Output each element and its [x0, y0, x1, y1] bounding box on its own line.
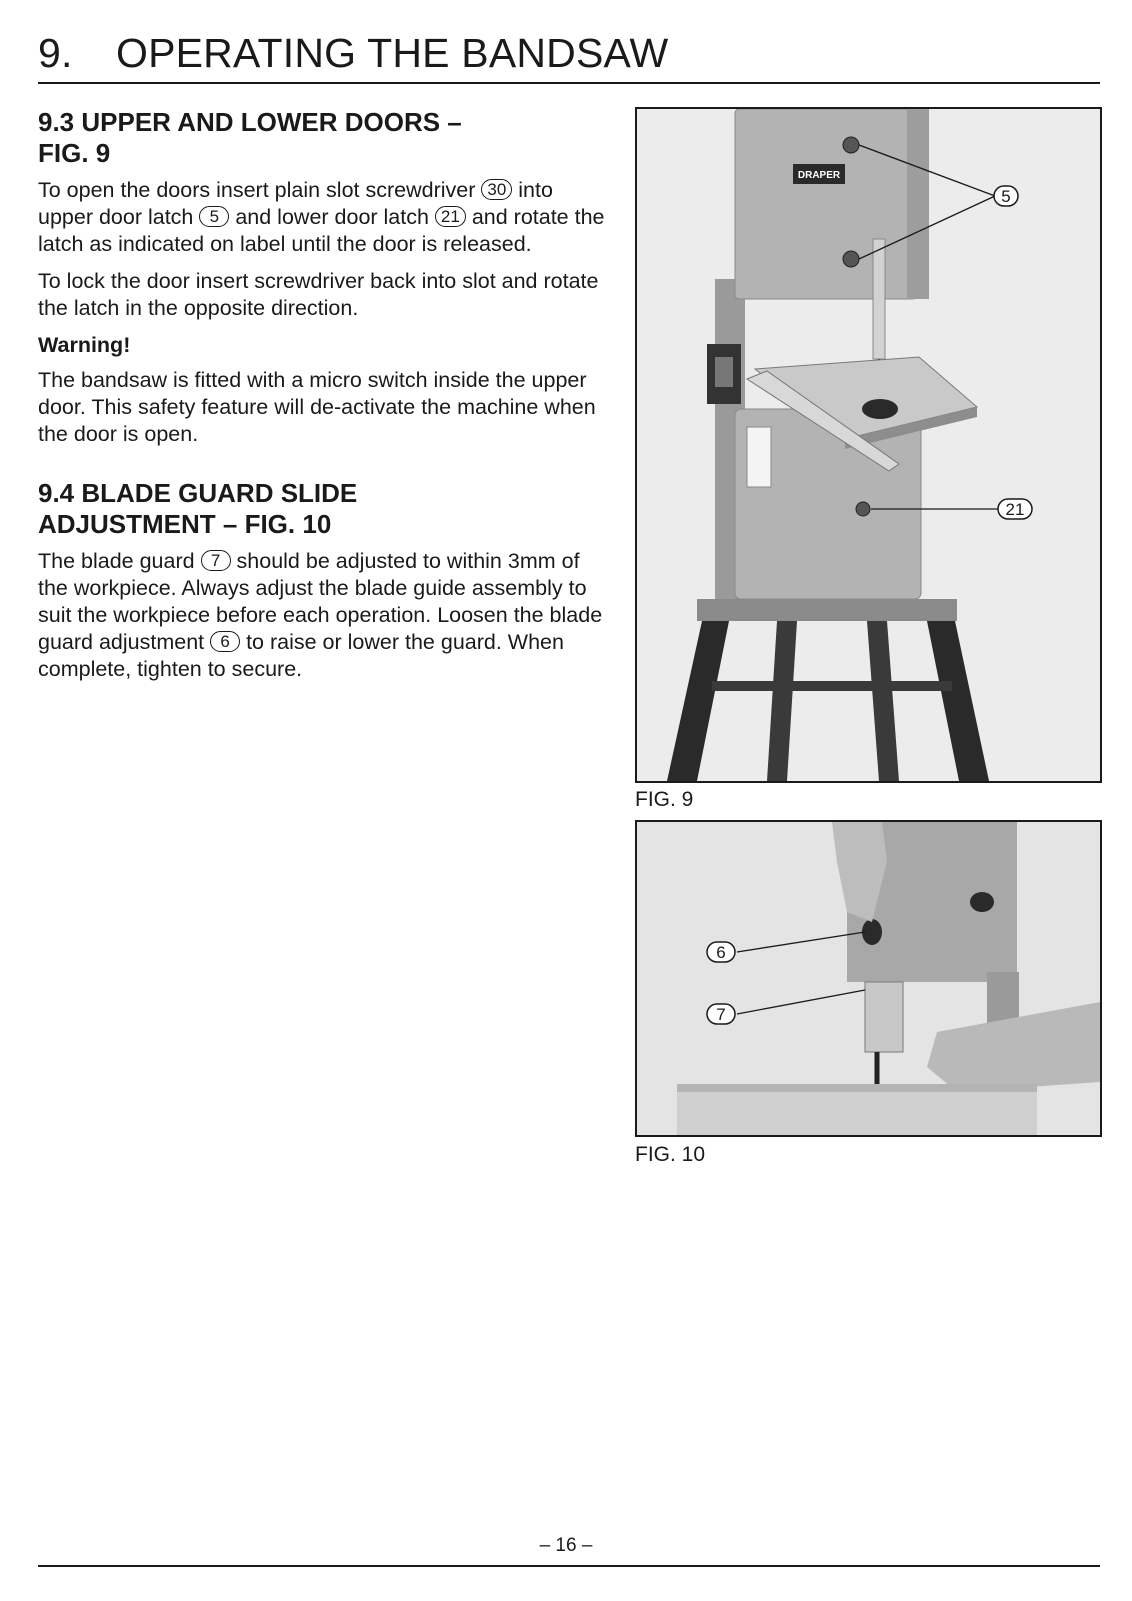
doors-paragraph-lock: To lock the door insert screwdriver back into slot and rotate the latch in the opposite direction.: [38, 269, 599, 320]
callout-6: 6: [716, 943, 726, 962]
section-heading-blade-guard: [38, 478, 608, 540]
section-heading-doors: [38, 107, 608, 169]
text-run: To open the doors insert plain slot screwdriver: [38, 178, 482, 202]
figure-9-caption: FIG. 9: [635, 788, 694, 811]
text-run: to raise or lower the guard. When complete, tighten to secure.: [38, 630, 564, 681]
blade-guard-paragraph: [38, 548, 608, 683]
bandsaw-illustration: [637, 109, 1100, 781]
ref-badge-7: 7: [201, 550, 231, 571]
warning-label: Warning!: [38, 333, 131, 357]
ref-badge-6: 6: [210, 631, 240, 652]
text-run: and rotate the latch as indicated on label until the door is released.: [38, 205, 605, 256]
ref-badge-21: 21: [435, 206, 466, 227]
heading-line: ADJUSTMENT – FIG. 10: [38, 509, 332, 539]
section-title: OPERATING THE BANDSAW: [116, 30, 669, 76]
figure-10-blade-guard-photo: [635, 820, 1102, 1137]
callout-21: 21: [1005, 500, 1025, 519]
text-run: into upper door latch: [38, 178, 553, 229]
section-number: 9.: [38, 30, 73, 76]
figure-9-bandsaw-photo: [635, 107, 1102, 783]
title-rule: [38, 82, 1100, 84]
doors-paragraph-open: [38, 177, 608, 258]
blade-guard-illustration: [637, 822, 1100, 1135]
brand-label: DRAPER: [797, 170, 841, 181]
figure-10-caption: FIG. 10: [635, 1143, 706, 1166]
text-run: and lower door latch: [229, 205, 435, 229]
callout-5: 5: [1001, 187, 1011, 206]
callout-7: 7: [716, 1005, 726, 1024]
text-column: [38, 107, 608, 693]
ref-badge-30: 30: [481, 179, 512, 200]
text-run: should be adjusted to within 3mm of the workpiece. Always adjust the blade guide assembly to suit the workpiece before each operation. Loosen the blade guard adjustment: [38, 549, 603, 654]
footer-rule: [38, 1565, 1100, 1567]
heading-line: FIG. 9: [38, 138, 111, 168]
page-title: [38, 30, 668, 77]
heading-line: 9.4 BLADE GUARD SLIDE: [38, 478, 358, 508]
page-number: – 16 –: [539, 1535, 593, 1556]
ref-badge-5: 5: [199, 206, 229, 227]
warning-text: The bandsaw is fitted with a micro switch inside the upper door. This safety feature will de-activate the machine when the door is open.: [38, 368, 596, 446]
text-run: The blade guard: [38, 549, 201, 573]
heading-line: 9.3 UPPER AND LOWER DOORS –: [38, 107, 462, 137]
